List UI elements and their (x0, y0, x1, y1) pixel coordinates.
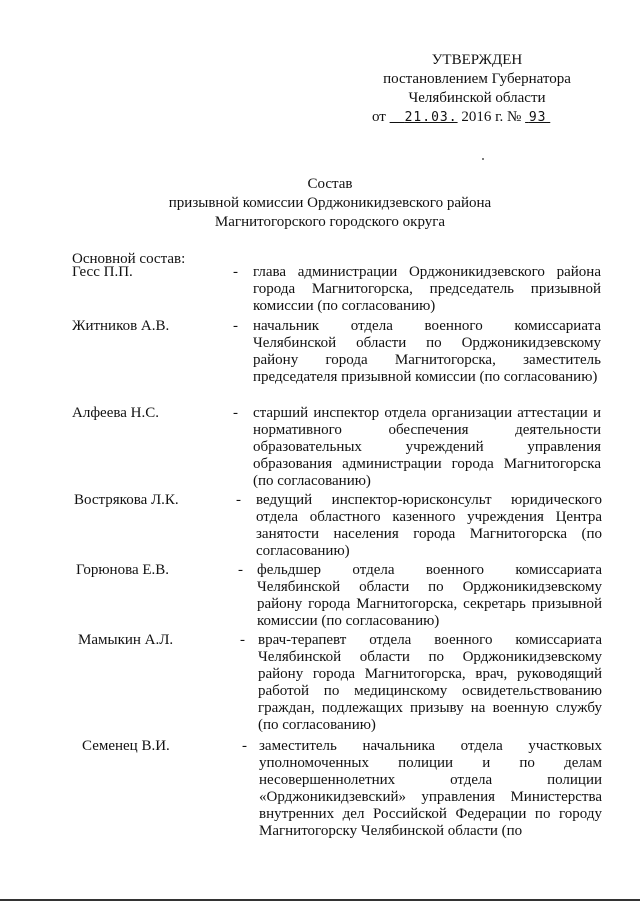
member-role: глава администрации Орджоникидзевского района города Магнитогорска, председатель призывной комиссии (по согласованию) (253, 264, 601, 314)
approval-block (372, 52, 582, 128)
member-dash: - (233, 264, 238, 280)
member-dash: - (233, 405, 238, 421)
member-dash: - (233, 318, 238, 334)
member-role: врач-терапевт отдела военного комиссариата Челябинской области по Орджоникидзевскому району города Магнитогорска, врач, руководящий работой по медицинскому освидетельствованию граждан, подлежащих призыву на военную службу (по согласованию) (258, 632, 602, 733)
number-field (525, 109, 550, 125)
member-role: фельдшер отдела военного комиссариата Челябинской области по Орджоникидзевскому району города Магнитогорска, секретарь призывной комиссии (по согласованию) (257, 562, 602, 629)
approval-region: Челябинской области (408, 90, 546, 106)
member-dash: - (238, 562, 243, 578)
member-name: Вострякова Л.К. (74, 492, 179, 508)
member-role: ведущий инспектор-юрисконсульт юридического отдела областного казенного учреждения Центра занятости населения города Магнитогорска (по согласованию) (256, 492, 602, 559)
document-title (110, 176, 550, 233)
member-name: Горюнова Е.В. (76, 562, 170, 578)
scan-speck (482, 158, 484, 160)
approval-heading: УТВЕРЖДЕН (431, 52, 523, 68)
member-role: заместитель начальника отдела участковых уполномоченных полиции и по делам несовершеннолетних отдела полиции «Орджоникидзевский» управления Министерства внутренних дел Российской Федерации по городу Магнитогорску Челябинской области (по (259, 738, 602, 839)
year-text: 2016 г. № (461, 109, 522, 125)
section-label: Основной состав: (72, 251, 186, 267)
title-line-3: Магнитогорского городского округа (214, 214, 446, 230)
member-name: Житников А.В. (72, 318, 170, 334)
date-prefix: от (372, 109, 386, 125)
member-role: старший инспектор отдела организации аттестации и нормативного обеспечения деятельности образовательных учреждений управления образования администрации города Магнитогорска (по согласованию) (253, 405, 601, 489)
date-field (390, 109, 458, 125)
member-dash: - (236, 492, 241, 508)
member-name: Мамыкин А.Л. (78, 632, 174, 648)
date-value: 21.03. (404, 110, 458, 125)
member-name: Алфеева Н.С. (72, 405, 159, 421)
title-line-1: Состав (307, 176, 353, 192)
approval-by: постановлением Губернатора (383, 71, 571, 87)
scan-edge-line (0, 899, 640, 901)
member-name: Семенец В.И. (82, 738, 170, 754)
member-name: Гесс П.П. (72, 264, 133, 280)
title-line-2: призывной комиссии Орджоникидзевского района (168, 195, 492, 211)
number-value: 93 (528, 110, 547, 125)
member-dash: - (240, 632, 245, 648)
member-dash: - (242, 738, 247, 754)
approval-date-line (372, 109, 582, 128)
member-role: начальник отдела военного комиссариата Челябинской области по Орджоникидзевскому району города Магнитогорска, заместитель председателя призывной комиссии (по согласованию) (253, 318, 601, 385)
